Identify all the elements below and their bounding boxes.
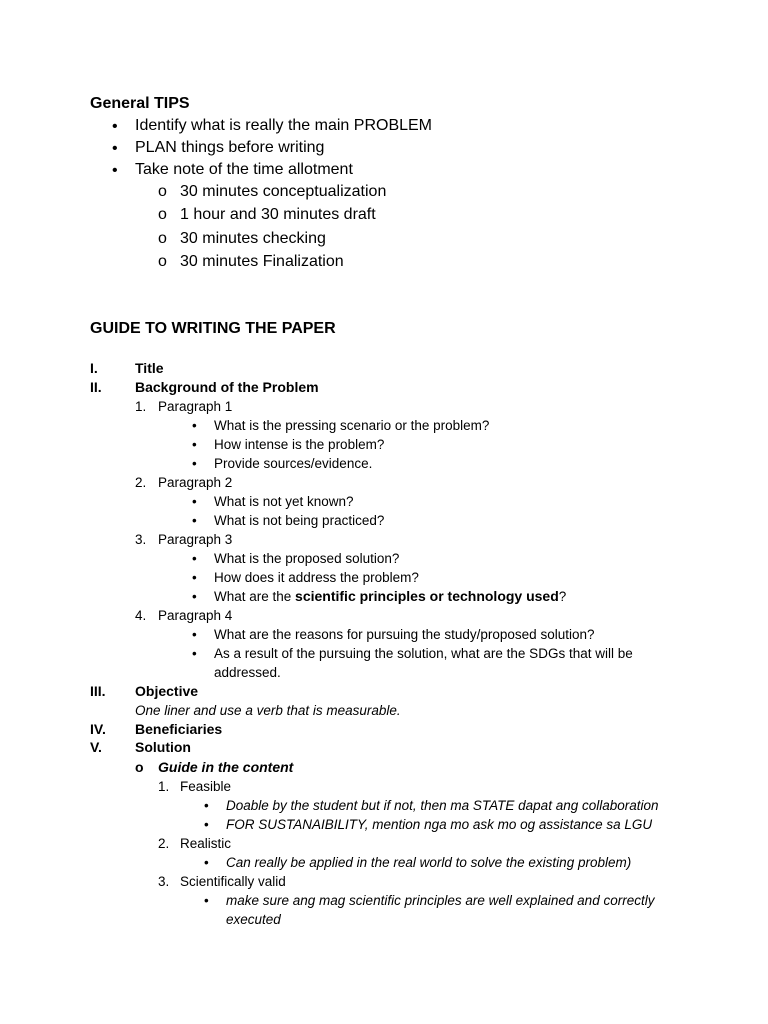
sub-bullet-icon: o [158, 253, 167, 270]
paragraph-number: 1. [135, 399, 147, 414]
section-numeral: I. [90, 360, 98, 376]
paragraph-point: How intense is the problem? [214, 437, 385, 452]
bullet-icon [192, 627, 197, 642]
section-numeral: II. [90, 379, 102, 395]
sub-bullet-icon: o [158, 183, 167, 200]
criteria-point-continuation: executed [226, 912, 281, 927]
criteria-number: 1. [158, 779, 170, 794]
section-numeral: V. [90, 739, 102, 755]
time-allotment-item: 30 minutes Finalization [180, 253, 344, 270]
bullet-icon [192, 551, 197, 566]
bullet-icon [192, 589, 197, 604]
time-allotment-item: 30 minutes checking [180, 230, 326, 247]
paragraph-label: Paragraph 2 [158, 475, 233, 490]
tip-item: PLAN things before writing [135, 139, 325, 156]
section-title: Title [135, 360, 164, 376]
paragraph-point: How does it address the problem? [214, 570, 419, 585]
point-emphasis: scientific principles or technology used [295, 588, 559, 604]
bullet-icon [192, 437, 197, 452]
bullet-icon [192, 456, 197, 471]
paragraph-point-continuation: addressed. [214, 665, 281, 680]
sub-bullet-icon: o [158, 206, 167, 223]
criteria-point: Doable by the student but if not, then ma STATE dapat ang collaboration [226, 798, 659, 813]
paragraph-number: 4. [135, 608, 147, 623]
section-title: Objective [135, 683, 199, 699]
criteria-number: 2. [158, 836, 170, 851]
section-title: Solution [135, 739, 191, 755]
paragraph-point [214, 588, 566, 604]
time-allotment-item: 30 minutes conceptualization [180, 183, 387, 200]
paragraph-label: Paragraph 4 [158, 608, 233, 623]
criteria-point: Can really be applied in the real world to solve the existing problem) [226, 855, 632, 870]
criteria-number: 3. [158, 874, 170, 889]
guide-content-label: Guide in the content [158, 759, 294, 775]
bullet-icon [204, 855, 209, 870]
objective-note: One liner and use a verb that is measurable. [135, 703, 401, 718]
criteria-label: Realistic [180, 836, 232, 851]
paragraph-number: 2. [135, 475, 147, 490]
tip-item: Identify what is really the main PROBLEM [135, 117, 433, 134]
paragraph-number: 3. [135, 532, 147, 547]
paragraph-point: What are the reasons for pursuing the study/proposed solution? [214, 627, 595, 642]
bullet-icon [204, 893, 209, 908]
paragraph-point: Provide sources/evidence. [214, 456, 373, 471]
paragraph-point: What is the proposed solution? [214, 551, 400, 566]
bullet-icon: • [112, 118, 118, 135]
bullet-icon [192, 570, 197, 585]
criteria-point: make sure ang mag scientific principles are well explained and correctly [226, 893, 655, 908]
bullet-icon [192, 494, 197, 509]
guide-heading: GUIDE TO WRITING THE PAPER [90, 320, 336, 337]
paragraph-point: As a result of the pursuing the solution, what are the SDGs that will be [214, 646, 633, 661]
sub-bullet-icon: o [135, 759, 144, 775]
section-numeral: III. [90, 683, 106, 699]
section-title: Background of the Problem [135, 379, 319, 395]
criteria-point: FOR SUSTANAIBILITY, mention nga mo ask mo og assistance sa LGU [226, 817, 653, 832]
paragraph-point: What is the pressing scenario or the problem? [214, 418, 490, 433]
point-suffix: ? [558, 589, 567, 604]
sub-bullet-icon: o [158, 230, 167, 247]
bullet-icon: • [112, 140, 118, 157]
bullet-icon [192, 646, 197, 661]
bullet-icon [204, 798, 209, 813]
criteria-label: Feasible [180, 779, 232, 794]
tip-item: Take note of the time allotment [135, 161, 353, 178]
bullet-icon [192, 513, 197, 528]
section-title: Beneficiaries [135, 721, 223, 737]
paragraph-point: What is not being practiced? [214, 513, 385, 528]
general-tips-heading: General TIPS [90, 95, 190, 112]
paragraph-label: Paragraph 1 [158, 399, 233, 414]
bullet-icon [204, 817, 209, 832]
point-prefix: What are the [214, 589, 296, 604]
bullet-icon [192, 418, 197, 433]
bullet-icon: • [112, 162, 118, 179]
criteria-label: Scientifically valid [180, 874, 286, 889]
paragraph-point: What is not yet known? [214, 494, 354, 509]
paragraph-label: Paragraph 3 [158, 532, 233, 547]
time-allotment-item: 1 hour and 30 minutes draft [180, 206, 376, 223]
section-numeral: IV. [90, 721, 106, 737]
